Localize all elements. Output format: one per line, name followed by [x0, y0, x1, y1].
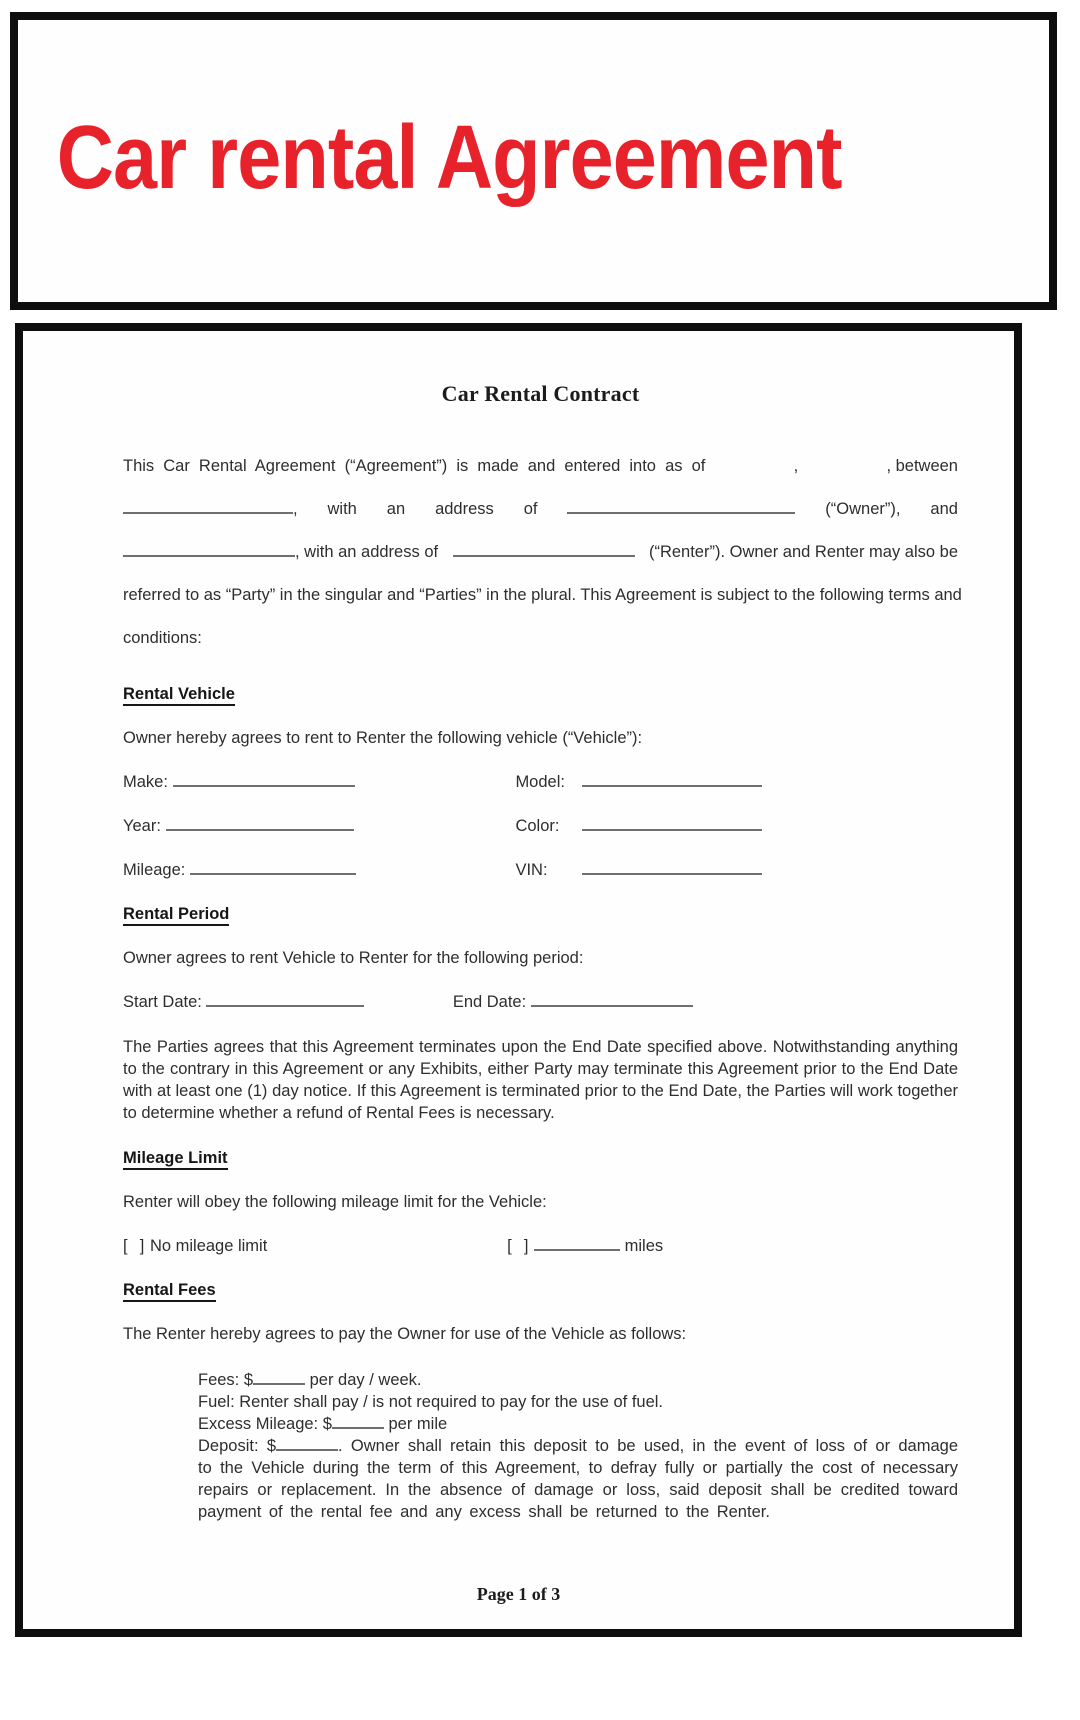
color-blank[interactable] [582, 817, 762, 831]
no-mileage-limit-label: No mileage limit [149, 1237, 268, 1255]
intro-line-3 [123, 531, 958, 574]
fees-line [198, 1369, 958, 1391]
year-blank[interactable] [166, 817, 354, 831]
deposit-label: Deposit: $ [198, 1437, 277, 1455]
rental-period-heading: Rental Period [123, 905, 229, 926]
contract-title: Car Rental Contract [441, 381, 640, 406]
mileage-limit-options-row [123, 1237, 958, 1255]
make-blank[interactable] [173, 773, 355, 787]
end-date-blank[interactable] [531, 993, 693, 1007]
checkbox-brackets-icon[interactable]: [ ] [123, 1237, 146, 1255]
end-date-label: End Date: [452, 993, 527, 1011]
rental-period-section-heading-row [123, 905, 958, 923]
contract-content [23, 331, 1014, 1523]
fees-suffix: per day / week. [309, 1371, 422, 1389]
miles-suffix: miles [624, 1237, 664, 1255]
miles-amount-blank[interactable] [534, 1237, 620, 1251]
intro-line-5: conditions: [123, 629, 202, 647]
mileage-label: Mileage: [123, 861, 186, 879]
model-label: Model: [515, 773, 565, 791]
banner-box [10, 12, 1057, 310]
excess-mileage-label: Excess Mileage: $ [198, 1415, 332, 1433]
mileage-limit-intro: Renter will obey the following mileage limit for the Vehicle: [123, 1193, 547, 1211]
owner-name-comma: , [293, 500, 298, 518]
rental-fees-heading: Rental Fees [123, 1281, 216, 1302]
intro-word: with [327, 500, 357, 518]
excess-mileage-line [198, 1413, 958, 1435]
intro-line-3-mid: , with an address of [295, 543, 439, 561]
vehicle-row-mileage-vin [123, 861, 958, 879]
owner-address-blank[interactable] [567, 500, 795, 514]
excess-mileage-suffix: per mile [388, 1415, 448, 1433]
intro-date-comma: , [793, 457, 799, 475]
intro-word: an [386, 500, 406, 518]
mileage-limit-heading: Mileage Limit [123, 1149, 228, 1170]
deposit-paragraph [198, 1435, 958, 1523]
intro-word: address [435, 500, 494, 518]
fees-label: Fees: $ [198, 1371, 254, 1389]
intro-line-1-text: This Car Rental Agreement (“Agreement”) is made and entered into as of [123, 457, 706, 475]
rental-vehicle-section-heading-row [123, 685, 958, 703]
make-label: Make: [123, 773, 168, 791]
intro-renter-tag: (“Renter”). Owner and Renter may also be [648, 543, 958, 561]
rental-fees-intro: The Renter hereby agrees to pay the Owner for use of the Vehicle as follows: [123, 1325, 687, 1343]
vehicle-row-make-model [123, 773, 958, 791]
checkbox-brackets-icon[interactable]: [ ] [507, 1237, 530, 1255]
intro-line-1-tail: , between [886, 457, 958, 475]
intro-owner-tag: (“Owner”), [825, 500, 901, 518]
intro-word: of [523, 500, 538, 518]
owner-name-blank[interactable] [123, 500, 293, 514]
termination-terms-paragraph: The Parties agrees that this Agreement terminates upon the End Date specified above. Notwithstanding anything to the contrary in this Agreement or any Exhibits, either Party may terminate this Agreement prior to the End Date with at least one (1) day notice. If this Agreement is terminated prior to the End Date, the Parties will work together to determine whether a refund of Rental Fees is necessary. [123, 1038, 958, 1122]
rental-fees-section-heading-row [123, 1281, 958, 1299]
intro-line-2-and: and [930, 500, 958, 518]
deposit-text: . Owner shall retain this deposit to be used, in the event of loss of or damage to the Vehicle during the term of this Agreement, to defray fully or partially the cost of necessary repairs or replacement. In the absence of damage or loss, said deposit shall be credited toward payment of the rental fee and any excess shall be returned to the Renter. [198, 1437, 958, 1521]
deposit-amount-blank[interactable] [276, 1437, 338, 1451]
intro-line-4: referred to as “Party” in the singular and “Parties” in the plural. This Agreement is subject to the following terms and [123, 586, 962, 604]
renter-address-blank[interactable] [453, 543, 635, 557]
vehicle-row-year-color [123, 817, 958, 835]
fees-detail-block [198, 1369, 958, 1523]
no-mileage-limit-checkbox[interactable] [123, 1237, 507, 1255]
intro-line-2 [123, 488, 958, 531]
mileage-blank[interactable] [190, 861, 356, 875]
year-label: Year: [123, 817, 161, 835]
rental-period-dates-row [123, 993, 958, 1011]
renter-name-blank[interactable] [123, 543, 295, 557]
excess-mileage-blank[interactable] [332, 1415, 384, 1429]
intro-line-1 [123, 445, 958, 488]
vin-label: VIN: [515, 861, 548, 879]
intro-paragraph [123, 445, 962, 660]
start-date-label: Start Date: [123, 993, 202, 1011]
rental-period-intro: Owner agrees to rent Vehicle to Renter for the following period: [123, 949, 584, 967]
vin-blank[interactable] [582, 861, 762, 875]
page-number: Page 1 of 3 [476, 1584, 561, 1604]
contract-page [15, 323, 1022, 1637]
fuel-line: Fuel: Renter shall pay / is not required to pay for the use of fuel. [198, 1393, 664, 1411]
rental-vehicle-heading: Rental Vehicle [123, 685, 235, 706]
mileage-limit-checkbox[interactable] [507, 1237, 958, 1255]
mileage-limit-section-heading-row [123, 1149, 958, 1167]
model-blank[interactable] [582, 773, 762, 787]
fees-amount-blank[interactable] [253, 1371, 305, 1385]
rental-vehicle-intro: Owner hereby agrees to rent to Renter the following vehicle (“Vehicle”): [123, 729, 643, 747]
color-label: Color: [515, 817, 560, 835]
start-date-blank[interactable] [206, 993, 364, 1007]
banner-title: Car rental Agreement [56, 107, 842, 208]
